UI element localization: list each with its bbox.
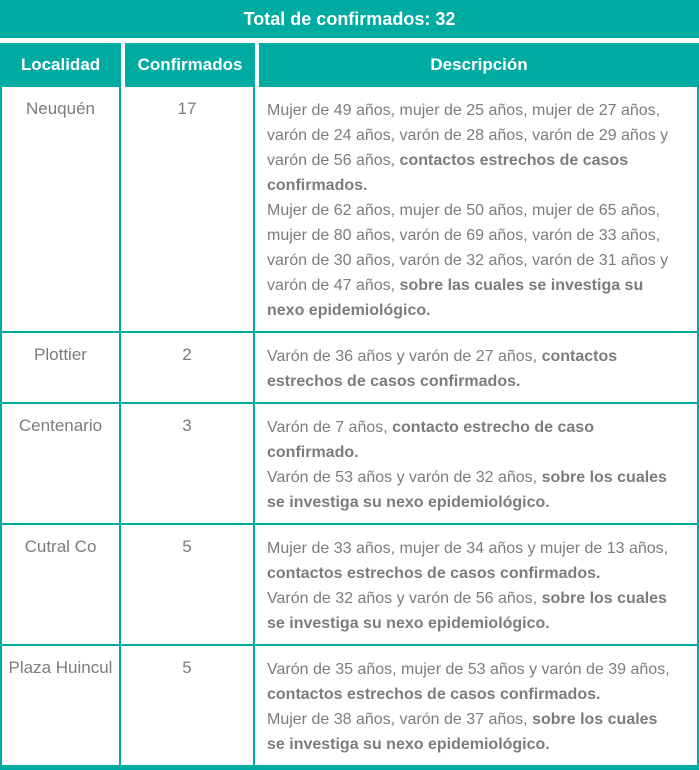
description-paragraph	[267, 198, 677, 323]
description-segment: Mujer de 38 años, varón de 37 años,	[267, 711, 533, 728]
description-paragraph	[267, 657, 677, 707]
column-header-descripcion: Descripción	[259, 43, 699, 87]
confirmed-count-cell: 3	[121, 404, 255, 523]
description-paragraph	[267, 415, 677, 465]
locality-cell: Neuquén	[2, 87, 121, 331]
description-segment: Mujer de 33 años, mujer de 34 años y mujer de 13 años,	[267, 540, 669, 557]
description-bold-segment: sobre las cuales se investiga su nexo epidemiológico.	[267, 277, 644, 319]
locality-cell: Cutral Co	[2, 525, 121, 644]
description-segment: Varón de 7 años,	[267, 419, 393, 436]
confirmed-count-cell: 5	[121, 646, 255, 765]
column-header-localidad: Localidad	[0, 43, 121, 87]
description-bold-segment: sobre los cuales se investiga su nexo epidemiológico.	[267, 590, 667, 632]
description-bold-segment: contacto estrecho de caso confirmado.	[267, 419, 594, 461]
table-row	[2, 87, 697, 333]
description-segment: Varón de 36 años y varón de 27 años,	[267, 348, 542, 365]
total-confirmed-banner	[0, 0, 699, 38]
locality-cell: Centenario	[2, 404, 121, 523]
description-bold-segment: contactos estrechos de casos confirmados.	[267, 686, 601, 703]
description-bold-segment: contactos estrechos de casos confirmados.	[267, 348, 618, 390]
description-segment: Varón de 53 años y varón de 32 años,	[267, 469, 542, 486]
table-row	[2, 646, 697, 765]
locality-cell: Plottier	[2, 333, 121, 402]
description-paragraph	[267, 586, 677, 636]
description-paragraph	[267, 344, 677, 394]
table-body	[0, 87, 699, 770]
table-row	[2, 333, 697, 404]
table-row	[2, 404, 697, 525]
confirmed-count-cell: 5	[121, 525, 255, 644]
description-cell	[255, 333, 697, 402]
description-cell	[255, 87, 697, 331]
column-header-confirmados: Confirmados	[125, 43, 255, 87]
description-paragraph	[267, 707, 677, 757]
description-paragraph	[267, 536, 677, 586]
description-cell	[255, 525, 697, 644]
description-cell	[255, 404, 697, 523]
description-segment: Mujer de 49 años, mujer de 25 años, mujer de 27 años, varón de 24 años, varón de 28 años, varón de 29 años y varón de 56 años,	[267, 102, 669, 169]
description-bold-segment: contactos estrechos de casos confirmados.	[267, 152, 629, 194]
description-bold-segment: contactos estrechos de casos confirmados.	[267, 565, 601, 582]
description-bold-segment: sobre los cuales se investiga su nexo epidemiológico.	[267, 711, 658, 753]
description-paragraph	[267, 98, 677, 198]
description-segment: Varón de 32 años y varón de 56 años,	[267, 590, 542, 607]
description-paragraph	[267, 465, 677, 515]
confirmed-count-cell: 2	[121, 333, 255, 402]
locality-cell: Plaza Huincul	[2, 646, 121, 765]
table-row	[2, 525, 697, 646]
column-header-row	[0, 43, 699, 87]
confirmed-count-cell: 17	[121, 87, 255, 331]
description-bold-segment: sobre los cuales se investiga su nexo epidemiológico.	[267, 469, 667, 511]
total-confirmed-label: Total de confirmados: 32	[243, 8, 456, 29]
description-cell	[255, 646, 697, 765]
description-segment: Varón de 35 años, mujer de 53 años y varón de 39 años,	[267, 661, 670, 678]
description-segment: Mujer de 62 años, mujer de 50 años, mujer de 65 años, mujer de 80 años, varón de 69 años, varón de 33 años, varón de 30 años, varón de 32 años, varón de 31 años y varón de 47 años,	[267, 202, 669, 294]
